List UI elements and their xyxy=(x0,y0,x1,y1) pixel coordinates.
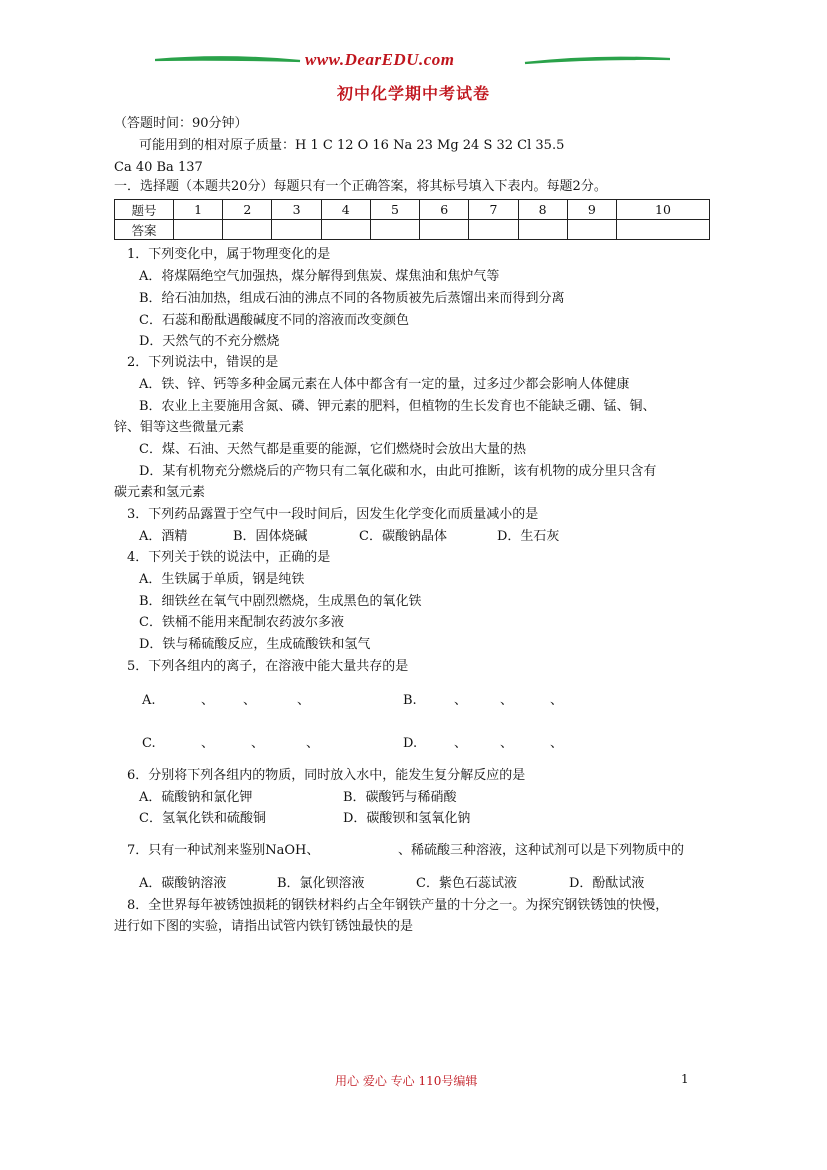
question-number-cell: 10 xyxy=(616,200,709,220)
q2-option-b-line2: 锌、钼等这些微量元素 xyxy=(114,420,245,435)
q5-option-a: A. xyxy=(142,693,156,708)
q2-option-d-line2: 碳元素和氢元素 xyxy=(114,485,206,500)
question-number-cell: 8 xyxy=(518,200,567,220)
q7-option-c: C．紫色石蕊试液 xyxy=(416,876,517,891)
q5-separator: 、 xyxy=(306,736,320,751)
question-number-cell: 2 xyxy=(223,200,272,220)
answer-cell[interactable] xyxy=(223,220,272,240)
q3-option-b: B．固体烧碱 xyxy=(233,529,308,544)
atomic-mass-line-1: 可能用到的相对原子质量：H 1 C 12 O 16 Na 23 Mg 24 S 32 Cl 35.5 xyxy=(139,138,565,153)
q6-option-d: D．碳酸钡和氢氧化钠 xyxy=(343,811,471,826)
q1-option-c: C．石蕊和酚酞遇酸碱度不同的溶液而改变颜色 xyxy=(139,313,409,328)
q5-separator: 、 xyxy=(243,693,257,708)
q1-option-a: A．将煤隔绝空气加强热，煤分解得到焦炭、煤焦油和焦炉气等 xyxy=(139,269,500,284)
q5-separator: 、 xyxy=(550,693,564,708)
question-number-cell: 7 xyxy=(469,200,518,220)
q6-stem: 6．分别将下列各组内的物质，同时放入水中，能发生复分解反应的是 xyxy=(127,768,526,783)
question-number-cell: 6 xyxy=(420,200,469,220)
q6-option-c: C．氢氧化铁和硫酸铜 xyxy=(139,811,266,826)
page-number: 1 xyxy=(681,1072,689,1086)
q5-separator: 、 xyxy=(201,693,215,708)
question-number-cell: 9 xyxy=(567,200,616,220)
q5-separator: 、 xyxy=(550,736,564,751)
exam-time: （答题时间：90分钟） xyxy=(114,116,248,131)
site-url: www.DearEDU.com xyxy=(305,50,455,69)
q7-option-d: D．酚酞试液 xyxy=(569,876,645,891)
answer-cell[interactable] xyxy=(469,220,518,240)
q8-stem-line1: 8．全世界每年被锈蚀损耗的钢铁材料约占全年钢铁产量的十分之一。为探究钢铁锈蚀的快慢， xyxy=(127,898,669,913)
q5-separator: 、 xyxy=(500,736,514,751)
q3-stem: 3．下列药品露置于空气中一段时间后，因发生化学变化而质量减小的是 xyxy=(127,507,539,522)
table-row xyxy=(115,220,710,240)
page-title: 初中化学期中考试卷 xyxy=(336,84,490,103)
q2-stem: 2．下列说法中，错误的是 xyxy=(127,355,279,370)
row-label-number: 题号 xyxy=(115,200,174,220)
answer-cell[interactable] xyxy=(272,220,321,240)
q5-separator: 、 xyxy=(454,736,468,751)
q5-separator: 、 xyxy=(297,693,311,708)
q5-separator: 、 xyxy=(201,736,215,751)
question-number-cell: 1 xyxy=(174,200,223,220)
answer-cell[interactable] xyxy=(420,220,469,240)
question-number-cell: 4 xyxy=(321,200,370,220)
q1-option-d: D．天然气的不充分燃烧 xyxy=(139,334,280,349)
q7-option-b: B．氯化钡溶液 xyxy=(277,876,365,891)
q3-option-c: C．碳酸钠晶体 xyxy=(359,529,447,544)
answer-table xyxy=(114,199,710,240)
row-label-answer: 答案 xyxy=(115,220,174,240)
q1-option-b: B．给石油加热，组成石油的沸点不同的各物质被先后蒸馏出来而得到分离 xyxy=(139,291,565,306)
q5-option-c: C. xyxy=(142,736,156,751)
footer-text: 用心 爱心 专心 110号编辑 xyxy=(335,1074,478,1088)
q7-option-a: A．碳酸钠溶液 xyxy=(139,876,227,891)
q5-separator: 、 xyxy=(251,736,265,751)
answer-cell[interactable] xyxy=(616,220,709,240)
q8-stem-line2: 进行如下图的实验，请指出试管内铁钉锈蚀最快的是 xyxy=(114,919,414,934)
q7-stem-part2: 、稀硫酸三种溶液，这种试剂可以是下列物质中的 xyxy=(398,843,685,858)
answer-cell[interactable] xyxy=(370,220,419,240)
answer-cell[interactable] xyxy=(567,220,616,240)
q4-option-c: C．铁桶不能用来配制农药波尔多液 xyxy=(139,615,344,630)
q2-option-b-line1: B．农业上主要施用含氮、磷、钾元素的肥料，但植物的生长发育也不能缺乏硼、锰、铜、 xyxy=(139,399,656,414)
site-banner xyxy=(155,50,670,74)
q4-stem: 4．下列关于铁的说法中，正确的是 xyxy=(127,550,331,565)
q5-option-b: B. xyxy=(403,693,417,708)
answer-cell[interactable] xyxy=(174,220,223,240)
q4-option-d: D．铁与稀硫酸反应，生成硫酸铁和氢气 xyxy=(139,637,371,652)
q1-stem: 1．下列变化中，属于物理变化的是 xyxy=(127,247,331,262)
answer-cell[interactable] xyxy=(518,220,567,240)
q7-stem-part1: 7．只有一种试剂来鉴别NaOH、 xyxy=(127,843,320,858)
q3-option-d: D．生石灰 xyxy=(497,529,560,544)
atomic-mass-line-2: Ca 40 Ba 137 xyxy=(114,160,203,175)
q5-separator: 、 xyxy=(500,693,514,708)
q2-option-a: A．铁、锌、钙等多种金属元素在人体中都含有一定的量，过多过少都会影响人体健康 xyxy=(139,377,630,392)
section-heading: 一．选择题（本题共20分）每题只有一个正确答案，将其标号填入下表内。每题2分。 xyxy=(114,179,607,194)
question-number-cell: 3 xyxy=(272,200,321,220)
answer-cell[interactable] xyxy=(321,220,370,240)
q4-option-b: B．细铁丝在氧气中剧烈燃烧，生成黑色的氧化铁 xyxy=(139,594,422,609)
table-row xyxy=(115,200,710,220)
q3-option-a: A．酒精 xyxy=(139,529,188,544)
q2-option-c: C．煤、石油、天然气都是重要的能源，它们燃烧时会放出大量的热 xyxy=(139,442,526,457)
q5-separator: 、 xyxy=(454,693,468,708)
question-number-cell: 5 xyxy=(370,200,419,220)
q5-stem: 5．下列各组内的离子，在溶液中能大量共存的是 xyxy=(127,659,409,674)
q4-option-a: A．生铁属于单质，钢是纯铁 xyxy=(139,572,305,587)
q6-option-b: B．碳酸钙与稀硝酸 xyxy=(343,790,457,805)
q6-option-a: A．硫酸钠和氯化钾 xyxy=(139,790,253,805)
q2-option-d-line1: D．某有机物充分燃烧后的产物只有二氧化碳和水，由此可推断，该有机物的成分里只含有 xyxy=(139,464,657,479)
q5-option-d: D. xyxy=(403,736,418,751)
